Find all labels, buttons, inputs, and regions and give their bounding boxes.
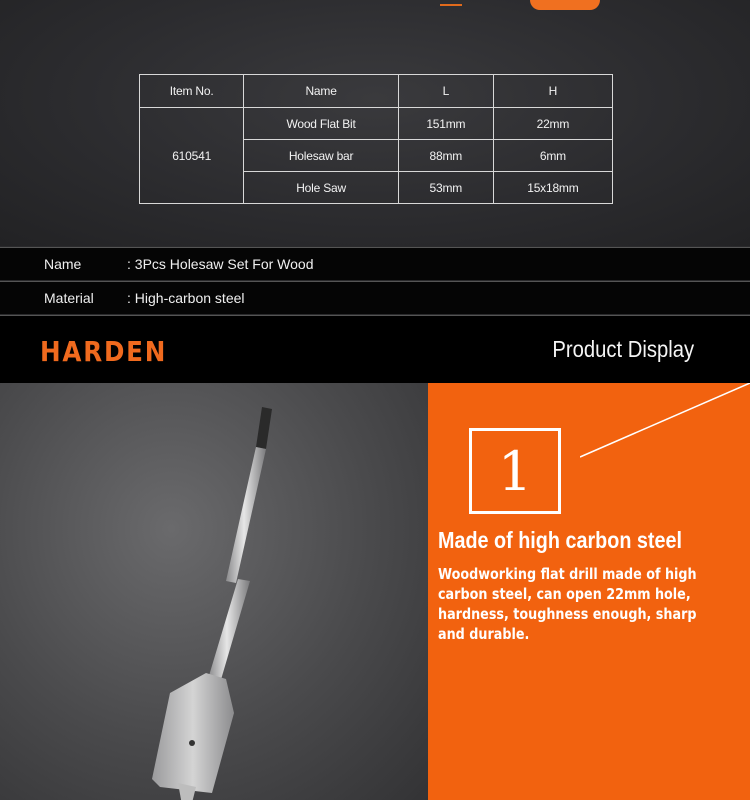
material-value: : High-carbon steel [127,290,245,306]
height-cell: 22mm [493,108,612,140]
name-cell: Hole Saw [244,172,399,204]
feature-panel [428,383,750,800]
header-h: H [493,75,612,108]
material-label: Material [44,290,94,306]
info-row-name [0,247,750,280]
header-name: Name [244,75,399,108]
name-value: : 3Pcs Holesaw Set For Wood [127,256,314,272]
item-no-cell: 610541 [140,108,244,204]
product-fragment-orange [530,0,600,10]
name-cell: Wood Flat Bit [244,108,399,140]
name-cell: Holesaw bar [244,140,399,172]
feature-number-box: 1 [469,428,561,514]
length-cell: 88mm [398,140,493,172]
product-display-title: Product Display [552,336,694,362]
name-label: Name [44,256,82,272]
spec-section [0,0,750,246]
length-cell: 53mm [398,172,493,204]
brand-banner [0,315,750,383]
product-fragment [440,0,462,6]
harden-logo: HARDEN [40,335,168,368]
height-cell: 15x18mm [493,172,612,204]
spec-table [139,74,613,204]
height-cell: 6mm [493,140,612,172]
header-item-no: Item No. [140,75,244,108]
header-l: L [398,75,493,108]
feature-title: Made of high carbon steel [438,527,682,553]
info-row-material [0,281,750,314]
table-row [140,108,613,140]
decorative-line [580,383,750,459]
length-cell: 151mm [398,108,493,140]
flat-drill-bit-image [0,383,428,800]
product-photo [0,383,428,800]
product-top-decoration [420,0,620,14]
spec-header-row [140,75,613,108]
feature-description: Woodworking flat drill made of high carbon steel, can open 22mm hole, hardness, toughness enough, sharp and durable. [438,565,697,643]
